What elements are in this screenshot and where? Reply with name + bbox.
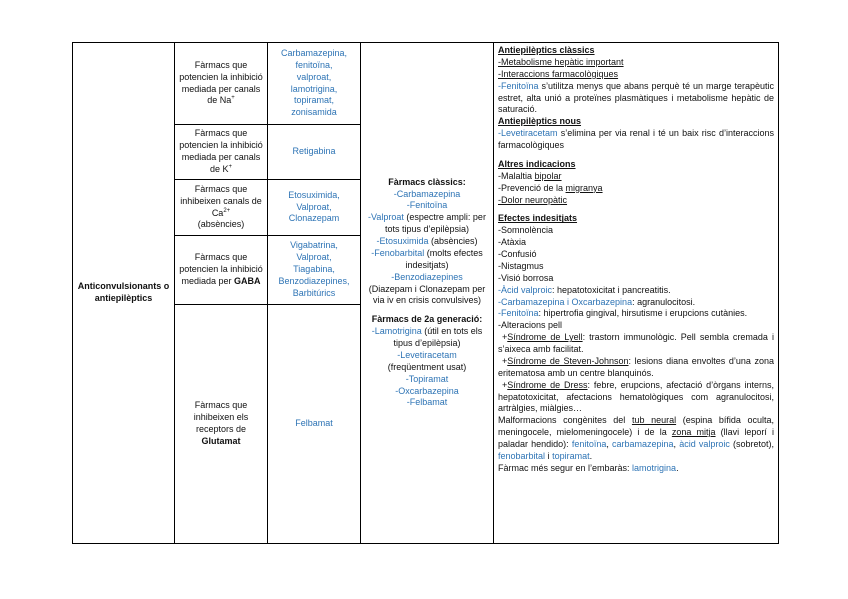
drugs-na: Carbamazepina, fenitoïna, valproat, lamotrigina, topiramat, zonisamida [268,43,361,125]
mechanism-ca: Fàrmacs que inhibeixen canals de $Ca^{2+}$ (absències) [175,180,268,236]
drugs-ca: Etosuximida, Valproat, Clonazepam [268,180,361,236]
drugs-gaba: Vigabatrina, Valproat, Tiagabina, Benzodiazepines, Barbitúrics [268,236,361,305]
notes-cell: Antiepilèptics clàssics -Metabolisme hepàtic important -Interaccions farmacològiques -Fenitoïna s’utilitza menys que abans perquè té un marge terapèutic estret, alta unió a proteïnes plasmàtiques i metabolisme hepàtic de saturació. Antiepilèptics nous -Levetiracetam s’elimina per via renal i té un baix risc d’interaccions farmacològiques Altres indicacions -Malaltia bipolar -Prevenció de la migranya -Dolor neuropàtic Efectes indesitjats -Somnolència -Atàxia -Confusió -Nistagmus -Visió borrosa -Àcid valproic: hepatotoxicitat i pancreatitis. -Carbamazepina i Oxcarbazepina: agranulocitosi. -Fenitoïna: hipertrofia gingival, hirsutisme i erupcions cutànies. -Alteracions pell +Síndrome de Lyell: trastorn immunològic. Pell sembla cremada i s’aixeca amb facilitat. +Síndrome de Steven-Johnson: lesions diana envoltes d’una zona eritematosa amb un centre blanquinós. +Síndrome de Dress: febre, erupcions, afectació d’òrgans interns, hepatotoxicitat, afectacions hematològiques com agranulocitosi, artràlgies, miàlgies… Malformacions congènites del tub neural (espina bífida oculta, meningocele, mielomeningocele) i de la zona mitja (llavi leporí i paladar hendido): fenitoïna, carbamazepina, àcid valproic (sobretot), fenobarbital i topiramat. Fàrmac més segur en l’embaràs: lamotrigina. [494,43,779,544]
drugs-glutamat: Felbamat [268,305,361,544]
category-cell: Anticonvulsionants o antiepilèptics [73,43,175,544]
anticonvulsants-table [72,42,779,544]
mechanism-k: Fàrmacs que potencien la inhibició mediada per canals de K+ [175,125,268,180]
mechanism-na: Fàrmacs que potencien la inhibició mediada per canals de Na+ [175,43,268,125]
drug-generations-cell: Fàrmacs clàssics: -Carbamazepina -Fenitoïna -Valproat (espectre ampli: per tots tipus d’epilèpsia) -Etosuximida (absències) -Fenobarbital (molts efectes indesitjats) -Benzodiazepines (Diazepam i Clonazepam per via iv en crisis convulsives) Fàrmacs de 2a generació: -Lamotrigina (útil en tots els tipus d’epilèpsia) -Levetiracetam (freqüentment usat) -Topiramat -Oxcarbazepina -Felbamat [361,43,494,544]
mechanism-glutamat: Fàrmacs que inhibeixen els receptors de Glutamat [175,305,268,544]
mechanism-gaba: Fàrmacs que potencien la inhibició mediada per GABA [175,236,268,305]
drugs-k: Retigabina [268,125,361,180]
